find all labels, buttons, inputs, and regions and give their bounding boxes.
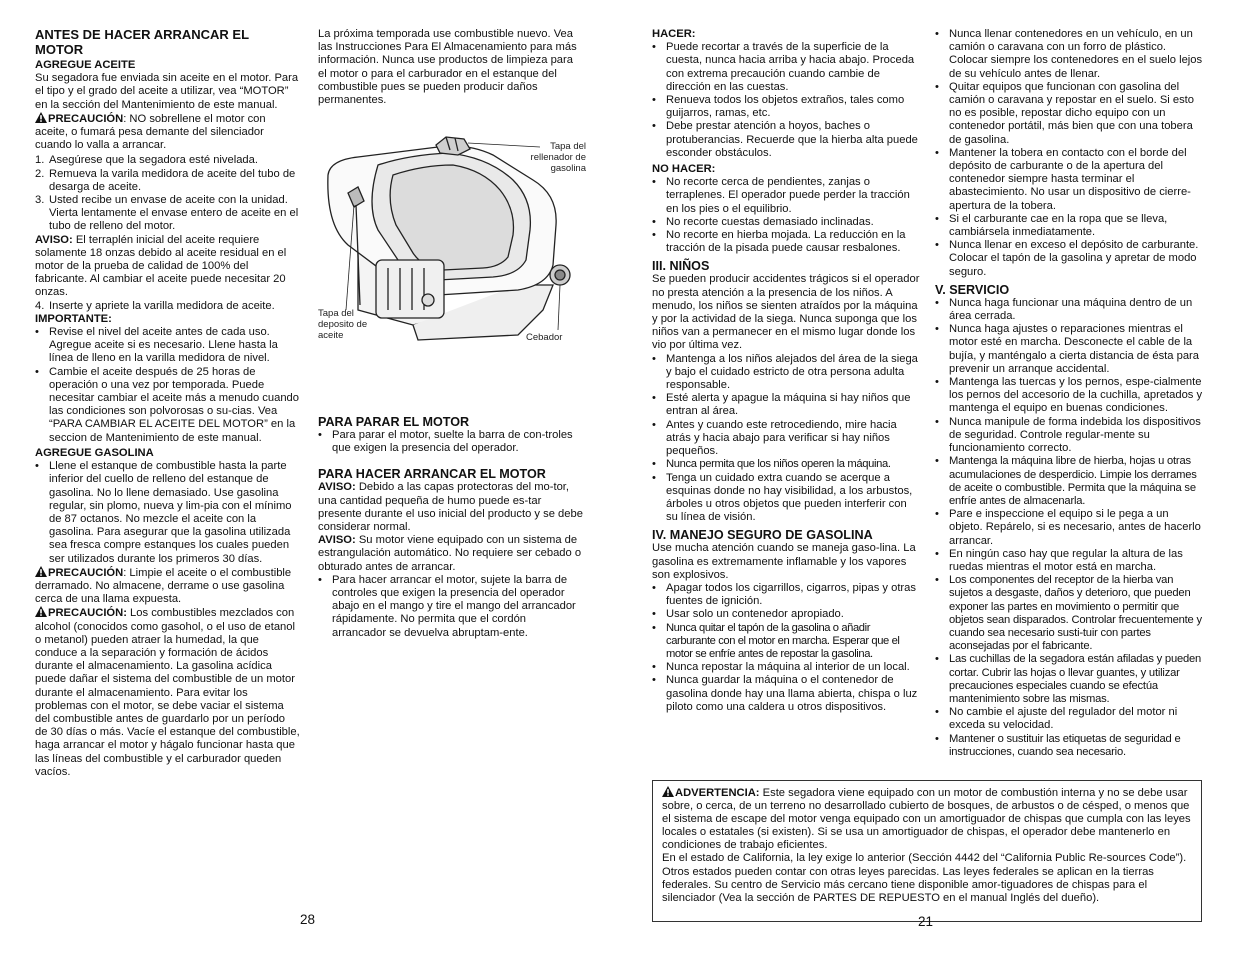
storage-note: La próxima temporada use combustible nuevo. Vea las Instrucciones Para El Almacenamiento para más información. Nunca use productos de limpieza para el motor o para el carburador en el estanque del combustible pues se pueden producir daños permanentes. (318, 28, 577, 107)
list-item: • Debe prestar atención a hoyos, baches o protuberancias. Recuerde que la hierba alta puede esconder obstáculos. (652, 120, 918, 159)
oil-intro: Su segadora fue enviada sin aceite en el motor. Para el tipo y el grado del aceite a utilizar, vea “MOTOR” en la sección del Mantenimiento de este manual. (35, 72, 299, 111)
fuel-cap-label: Tapa del rellenador de gasolina (530, 141, 586, 174)
children-heading: III. NIÑOS (652, 259, 710, 274)
warning-triangle-icon (662, 786, 674, 797)
list-item: • Mantener la tobera en contacto con el borde del depósito de carburante o de la apertura del contenedor siempre hasta terminar el abastecimiento. No usar un dispositivo de cierre-apertura de la tobera. (935, 146, 1191, 212)
warning-triangle-icon (35, 112, 47, 123)
list-item: • Mantenga la máquina libre de hierba, hojas u otras acumulaciones de desperdicio. Limpie los derrames de aceite o combustible. Permita que la máquina se enfríe antes de almacenarla. (935, 455, 1197, 507)
list-item: • En ningún caso hay que regular la altura de las ruedas mientras el motor está en marcha. (935, 547, 1183, 573)
warning-box (652, 780, 1202, 922)
left-column-2-lower (318, 415, 583, 640)
list-item: • Nunca repostar la máquina al interior de un local. (652, 661, 910, 674)
right-column-1 (652, 28, 920, 714)
list-item: • Nunca haga ajustes o reparaciones mientras el motor esté en marcha. Desconecte el cable de la bujía, y manténgalo a cierta distancia de ésta para prevenir un arranque accidental. (935, 323, 1200, 375)
fuel-safety-list (652, 582, 920, 714)
list-item: • Renueva todos los objetos extraños, tales como guijarros, ramas, etc. (652, 94, 905, 120)
left-column-1 (35, 28, 300, 779)
page-number-right: 21 (918, 914, 934, 929)
fuel-safety-heading: IV. MANEJO SEGURO DE GASOLINA (652, 528, 873, 543)
caution-paragraph-3: PRECAUCIÓN: Los combustibles mezclados con alcohol (conocidos como gasohol, o el uso de etanol o metanol) pueden atraer la humedad, la que conduce a la separación y formación de ácidos durante el almacenamiento. La gasolina acídica puede dañar el sistema del combustible de un motor durante el almacenamiento. Para evitar los problemas con el motor, se debe vaciar el sistema del combustible antes de guardarlo por un período de 30 días o más. Vacíe el estanque del combustible, haga arrancar el motor y hágalo funcionar hasta que las líneas del combustible y el carburador queden vacíos. (35, 607, 300, 778)
list-item: • Nunca llenar en exceso el depósito de carburante. Colocar el tapón de la gasolina y apretar de modo seguro. (935, 239, 1199, 278)
list-item: • Usar solo un contenedor apropiado. (652, 608, 844, 621)
add-gas-heading: AGREGUE GASOLINA (35, 446, 154, 459)
list-item: • Los componentes del receptor de la hierba van sujetos a desgaste, daños y deterioro, que pueden exponer las partes en movimiento o permitir que objetos sean disparados. Controlar frecuentemente y cuando sea necesario susti-tuir con partes aconsejadas por el fabricante. (935, 574, 1202, 653)
list-item: • Puede recortar a través de la superficie de la cuesta, nunca hacia arriba y hacia abajo. Proceda con extrema precaución cuando cambie de dirección en las cuestas. (652, 41, 915, 93)
fuel-safety-intro: Use mucha atención cuando se maneja gaso-lina. La gasolina es extremamente inflamable y los vapores son explosivos. (652, 542, 916, 581)
list-item: • No recorte en hierba mojada. La reducción en la tracción de la pisada puede causar resbalones. (652, 229, 906, 255)
list-item: • Las cuchillas de la segadora están afiladas y pueden cortar. Cubrir las hojas o llevar guantes, y utilizar precauciones especiales cuando se efectúa mantenimiento sobre las mismas. (935, 653, 1202, 705)
important-list (35, 326, 300, 445)
list-item: • Nunca quitar el tapón de la gasolina o añadir carburante con el motor en marcha. Esperar que el motor se enfríe antes de repostar la gasolina. (652, 621, 900, 660)
list-item: • Para hacer arrancar el motor, sujete la barra de controles que exigen la presencia del operador abajo en el mango y tire el mango del arrancador rápidamente. No permita que el cordón arrancador se devuelva abruptam-ente. (318, 573, 576, 639)
oil-step: 4. Inserte y apriete la varilla medidora de aceite. (35, 299, 275, 312)
list-item: • Mantenga las tuercas y los pernos, espe-cialmente los pernos del accesorio de la cuchilla, apretados y mantenga el equipo en buenas condiciones. (935, 376, 1203, 415)
oil-aviso: AVISO: El terraplén inicial del aceite requiere solamente 18 onzas debido al aceite residual en el motor de la prueba de calidad de 100% del fabricante. Al cambiar el aceite puede necesitar 20 onzas. (35, 233, 287, 299)
start-aviso-2: AVISO: Su motor viene equipado con un sistema de estrangulación automático. No requiere ser cebado o obturado antes de arrancar. (318, 534, 582, 573)
section-title-before-starting: ANTES DE HACER ARRANCAR EL MOTOR (35, 27, 249, 57)
oil-step: 1. Asegúrese que la segadora esté nivelada. (35, 154, 258, 167)
list-item: • Mantenga a los niños alejados del área de la siega y bajo el cuidado estricto de otra persona adulta responsable. (652, 352, 918, 392)
add-oil-heading: AGREGUE ACEITE (35, 59, 136, 71)
list-item: • Nunca manipule de forma indebida los dispositivos de seguridad. Controle regular-mente su funcionamiento correcto. (935, 415, 1201, 455)
list-item: • Esté alerta y apague la máquina si hay niños que entran al área. (652, 392, 911, 418)
list-item: • Cambie el aceite después de 25 horas de operación o una vez por temporada. Puede necesitar cambiar el aceite más a menudo cuando las condiciones son polvorosas o su-cias. Vea “PARA CAMBIAR EL ACEITE DEL MOTOR” en la seccion de Mantenimiento de este manual. (35, 365, 299, 444)
start-aviso-1: AVISO: Debido a las capas protectoras del mo-tor, una cantidad pequeña de humo puede es-tar presente durante el uso inicial del producto y se debe considerar normal. (318, 481, 583, 534)
list-item: • Si el carburante cae en la ropa que se lleva, cambiársela inmediatamente. (935, 212, 1168, 239)
warning-text-california: En el estado de California, la ley exige lo anterior (Sección 4442 del “California Public Re-sources Code”). Otros estados pueden contar con otras leyes parecidas. Las leyes federales se aplican en la tierras federales. Su centro de Servicio más cercano tiene disponible amor-tiguadores de chispas para el silenciador (Vea la sección de PARTES DE REPUESTO en el manual Inglés del dueño). (662, 852, 1187, 904)
gas-list (35, 460, 300, 566)
list-item: • No cambie el ajuste del regulador del motor ni exceda su velocidad. (935, 706, 1178, 732)
caution-paragraph-2: PRECAUCIÓN: Limpie el aceite o el combustible derramado. No almacene, derrame o use gasolina cerca de una llama expuesta. (35, 566, 292, 606)
primer-label: Cebador (526, 332, 563, 343)
list-item: • Nunca haga funcionar una máquina dentro de un área cerrada. (935, 296, 1193, 323)
children-list (652, 353, 920, 525)
important-heading: IMPORTANTE: (35, 312, 112, 325)
do-heading: HACER: (652, 28, 696, 40)
list-item: • Pare e inspeccione el equipo si le pega a un objeto. Repárelo, si es necesario, antes de hacerlo arrancar. (935, 508, 1201, 547)
oil-step: 2. Remueva la varila medidora de aceite del tubo de desarga de aceite. (35, 167, 296, 193)
list-item: • Quitar equipos que funcionan con gasolina del camión o caravana y repostar en el suelo. Si esto no es posible, repostar dicho equipo con un contenedor portátil, más bien que con una tobera de gasolina. (935, 80, 1195, 146)
left-column-2 (318, 28, 583, 107)
service-list (935, 297, 1203, 759)
stop-engine-heading: PARA PARAR EL MOTOR (318, 415, 470, 429)
right-column-2 (935, 28, 1203, 759)
list-item: • No recorte cerca de pendientes, zanjas o terraplenes. El operador puede perder la tracción en los pies o el equilibrio. (652, 176, 910, 215)
stop-list (318, 429, 583, 455)
warning-triangle-icon (35, 606, 47, 617)
warning-triangle-icon (35, 566, 47, 577)
page-number-left: 28 (300, 912, 316, 927)
start-engine-heading: PARA HACER ARRANCAR EL MOTOR (318, 467, 546, 482)
engine-illustration (318, 135, 586, 350)
warning-text: ADVERTENCIA: Este segadora viene equipado con un motor de combustión interna y no se debe usar sobre, o cerca, de un terreno no desarrollado cubierto de bosques, de arbustos o de césped, o menos que el sistema de escape del motor venga equipado con un amortiguador de chispas que cumpla con las leyes locales o estatales (si existen). Si se usa un amortiguador de chispas, el operador debe mantenerlo en condiciones de trabajo eficientes. (662, 787, 1191, 852)
caution-paragraph-1: PRECAUCIÓN: NO sobrellene el motor con aceite, o fumará pesa demante del silenciador cuando lo valla a arrancar. (35, 112, 266, 152)
oil-steps-list (35, 154, 300, 233)
list-item: • Apagar todos los cigarrillos, cigarros, pipas y otras fuentes de ignición. (652, 581, 916, 608)
list-item: • Nunca guardar la máquina o el contenedor de gasolina donde hay una llama abierta, chispa o luz piloto como una caldera u otros dispositivos. (652, 674, 918, 713)
list-item: • Tenga un cuidado extra cuando se acerque a esquinas donde no hay visibilidad, a los arbustos, árboles u otros objetos que pueden interferir con su línea de visión. (652, 471, 913, 524)
do-list (652, 41, 920, 160)
oil-step: 3. Usted recibe un envase de aceite con la unidad. Vierta lentamente el envase entero de aceite en el tubo de relleno del motor. (35, 194, 299, 233)
list-item: • Nunca llenar contenedores en un vehículo, en un camión o caravana con un forro de plástico. Colocar siempre los contenedores en el suelo lejos de su vehículo antes de llenar. (935, 28, 1203, 80)
list-item: • Nunca permita que los niños operen la máquina. (652, 458, 891, 471)
dont-list (652, 176, 920, 255)
fuel-safety-list-continued (935, 28, 1203, 279)
service-heading: V. SERVICIO (935, 282, 1010, 297)
list-item: • Para parar el motor, suelte la barra de con-troles que exigen la presencia del operador. (318, 429, 573, 455)
start-list (318, 574, 583, 640)
list-item: • Llene el estanque de combustible hasta la parte inferior del cuello de relleno del estanque de gasolina. No lo llene demasiado. Use gasolina regular, sin plomo, nueva y lim-pia con el mínimo de 87 octanos. No mezcle el aceite con la gasolina. Para asegurar que la gasolina utilizada sea fresca compre estanques los cuales pueden ser utilizados durante los primeros 30 días. (35, 460, 292, 565)
list-item: • No recorte cuestas demasiado inclinadas. (652, 215, 874, 228)
list-item: • Antes y cuando este retrocediendo, mire hacia atrás y hacia abajo para verificar si hay niños pequeños. (652, 418, 897, 458)
list-item: • Mantener o sustituir las etiquetas de seguridad e instrucciones, cuando sea necesario. (935, 732, 1181, 758)
list-item: • Revise el nivel del aceite antes de cada uso. Agregue aceite si es necesario. Llene hasta la línea de lleno en la varilla medidora de nivel. (35, 326, 278, 365)
children-intro: Se pueden producir accidentes trágicos si el operador no presta atención a la presencia de los niños. A menudo, los niños se sienten atraídos por la máquina y por la actividad de la siega. Nunca suponga que los niños van a permanecer en el mismo lugar donde los vio por última vez. (652, 273, 920, 352)
oil-cap-label: Tapa del deposito de aceite (318, 308, 368, 341)
dont-heading: NO HACER: (652, 163, 716, 176)
